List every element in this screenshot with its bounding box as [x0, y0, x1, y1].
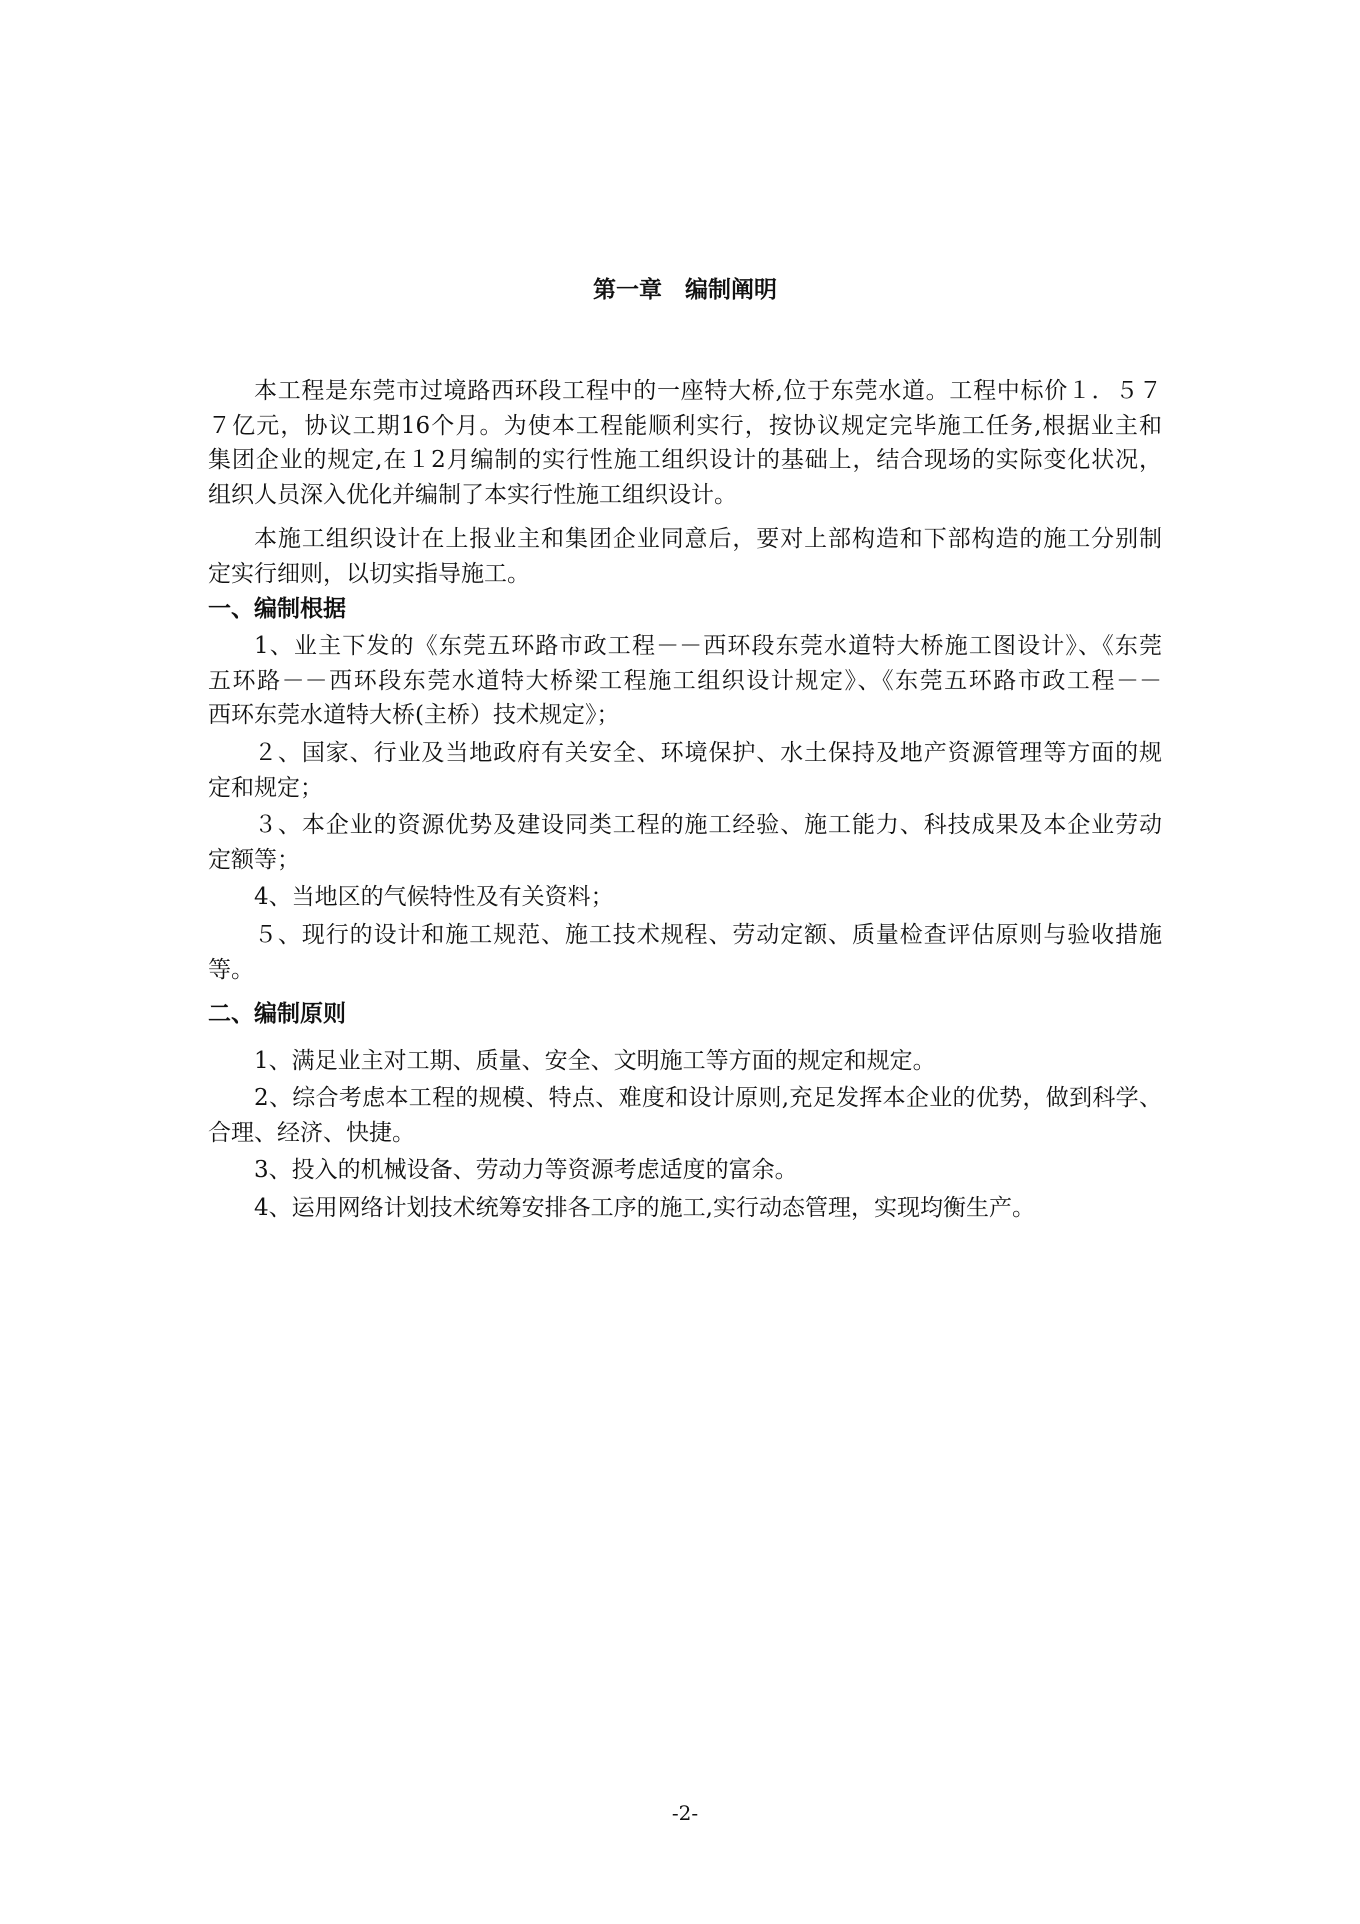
paragraph-line: 集团企业的规定,在１2月编制的实行性施工组织设计的基础上，结合现场的实际变化状况， — [208, 447, 1162, 474]
paragraph-line: 组织人员深入优化并编制了本实行性施工组织设计。 — [208, 481, 737, 508]
paragraph-line: 4、当地区的气候特性及有关资料； — [254, 884, 614, 911]
document-body — [208, 374, 1162, 1226]
page-number: -2- — [671, 1801, 699, 1825]
paragraph-line: 等。 — [208, 956, 254, 983]
intro-paragraph — [208, 374, 1162, 512]
principle-item — [208, 1044, 1162, 1079]
chapter-title: 第一章 编制阐明 — [593, 276, 777, 303]
intro-paragraph — [208, 522, 1162, 591]
paragraph-line: 2、综合考虑本工程的规模、特点、难度和设计原则,充足发挥本企业的优势，做到科学、 — [254, 1085, 1162, 1112]
basis-item — [208, 808, 1162, 877]
paragraph-line: 五环路－－西环段东莞水道特大桥梁工程施工组织设计规定》、《东莞五环路市政工程－－ — [208, 667, 1162, 694]
paragraph-line: 4、运用网络计划技术统筹安排各工序的施工,实行动态管理，实现均衡生产。 — [254, 1195, 1035, 1222]
paragraph-line: ３、本企业的资源优势及建设同类工程的施工经验、施工能力、科技成果及本企业劳动 — [254, 812, 1162, 839]
principle-item — [208, 1153, 1162, 1188]
basis-item — [208, 880, 1162, 915]
paragraph-line: 合理、经济、快捷。 — [208, 1119, 415, 1146]
principle-item — [208, 1191, 1162, 1226]
principle-item — [208, 1081, 1162, 1150]
section-heading: 二、编制原则 — [208, 1000, 346, 1028]
paragraph-line: ２、国家、行业及当地政府有关安全、环境保护、水土保持及地产资源管理等方面的规 — [254, 739, 1162, 766]
paragraph-line: ７亿元，协议工期16个月。为使本工程能顺利实行，按协议规定完毕施工任务,根据业主和 — [208, 412, 1162, 439]
paragraph-line: ５、现行的设计和施工规范、施工技术规程、劳动定额、质量检查评估原则与验收措施 — [254, 921, 1162, 948]
basis-item — [208, 918, 1162, 987]
paragraph-line: 本施工组织设计在上报业主和集团企业同意后，要对上部构造和下部构造的施工分别制 — [254, 526, 1162, 553]
section-heading: 一、编制根据 — [208, 594, 346, 622]
paragraph-line: 1、业主下发的《东莞五环路市政工程－－西环段东莞水道特大桥施工图设计》、《东莞 — [254, 633, 1162, 660]
paragraph-line: 定和规定； — [208, 774, 323, 801]
basis-item — [208, 629, 1162, 733]
paragraph-line: 定额等； — [208, 846, 300, 873]
paragraph-line: 西环东莞水道特大桥(主桥）技术规定》； — [208, 702, 620, 729]
paragraph-line: 1、满足业主对工期、质量、安全、文明施工等方面的规定和规定。 — [254, 1047, 936, 1074]
paragraph-line: 3、投入的机械设备、劳动力等资源考虑适度的富余。 — [254, 1157, 798, 1184]
basis-item — [208, 736, 1162, 805]
paragraph-line: 本工程是东莞市过境路西环段工程中的一座特大桥,位于东莞水道。工程中标价１．５７ — [254, 378, 1162, 404]
paragraph-line: 定实行细则，以切实指导施工。 — [208, 560, 530, 587]
